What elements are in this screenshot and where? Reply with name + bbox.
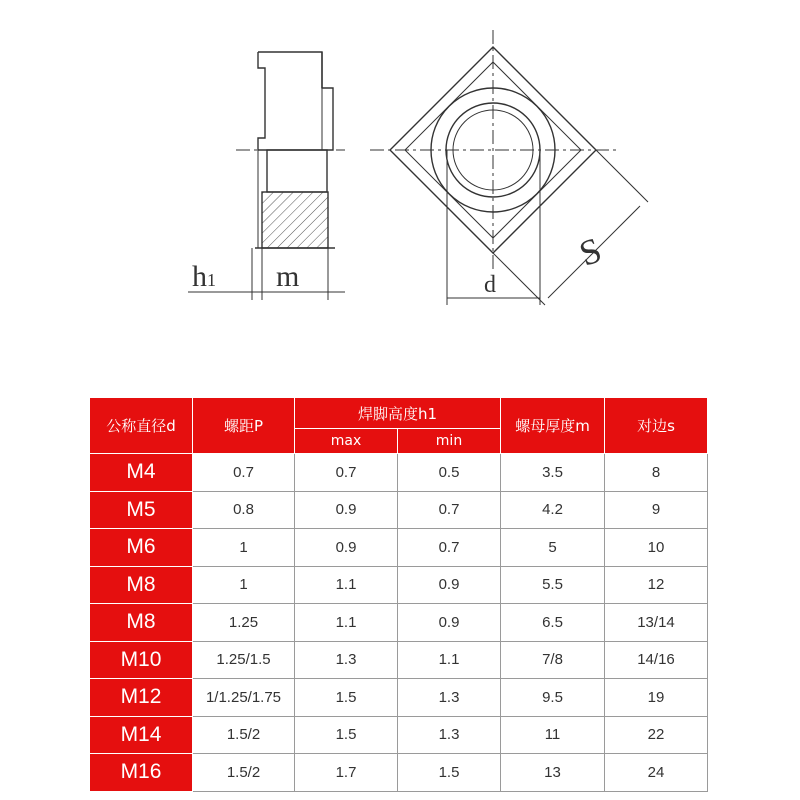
table-row xyxy=(90,491,708,529)
cell-pitch: 1.5/2 xyxy=(193,716,295,754)
cell-h1-max: 1.3 xyxy=(295,641,398,679)
header-thickness: 螺母厚度m xyxy=(501,398,605,454)
cell-h1-min: 0.9 xyxy=(398,604,501,642)
cell-size: M14 xyxy=(90,716,193,754)
cell-m: 9.5 xyxy=(501,679,605,717)
cell-m: 3.5 xyxy=(501,454,605,492)
cell-h1-min: 1.5 xyxy=(398,754,501,792)
cell-s: 13/14 xyxy=(605,604,708,642)
table-row xyxy=(90,716,708,754)
cell-h1-min: 0.5 xyxy=(398,454,501,492)
table-row xyxy=(90,454,708,492)
table-row xyxy=(90,754,708,792)
cell-pitch: 1/1.25/1.75 xyxy=(193,679,295,717)
cell-h1-min: 0.7 xyxy=(398,491,501,529)
dimension-d-s xyxy=(447,150,648,305)
header-weld-height: 焊脚高度h1 xyxy=(295,398,501,429)
cell-pitch: 1 xyxy=(193,566,295,604)
cell-h1-max: 0.9 xyxy=(295,529,398,567)
cell-s: 8 xyxy=(605,454,708,492)
cell-size: M16 xyxy=(90,754,193,792)
cell-h1-max: 1.1 xyxy=(295,604,398,642)
cell-pitch: 1.25/1.5 xyxy=(193,641,295,679)
cell-m: 13 xyxy=(501,754,605,792)
cell-s: 19 xyxy=(605,679,708,717)
header-weld-max: max xyxy=(295,429,398,454)
cell-m: 5 xyxy=(501,529,605,567)
s-label: S xyxy=(574,229,607,274)
h1-label: h1 xyxy=(192,260,216,293)
header-weld-min: min xyxy=(398,429,501,454)
table-row xyxy=(90,566,708,604)
cell-m: 4.2 xyxy=(501,491,605,529)
cell-h1-min: 0.9 xyxy=(398,566,501,604)
table-row xyxy=(90,529,708,567)
table-row xyxy=(90,604,708,642)
cell-size: M8 xyxy=(90,604,193,642)
cell-size: M10 xyxy=(90,641,193,679)
header-across-flats: 对边s xyxy=(605,398,708,454)
cell-h1-max: 0.9 xyxy=(295,491,398,529)
cell-size: M12 xyxy=(90,679,193,717)
cell-pitch: 1 xyxy=(193,529,295,567)
m-label: m xyxy=(276,260,300,293)
table-row xyxy=(90,641,708,679)
cell-pitch: 1.5/2 xyxy=(193,754,295,792)
cell-h1-min: 0.7 xyxy=(398,529,501,567)
cell-h1-min: 1.3 xyxy=(398,679,501,717)
cell-pitch: 0.7 xyxy=(193,454,295,492)
table-row xyxy=(90,679,708,717)
cell-m: 5.5 xyxy=(501,566,605,604)
side-view xyxy=(236,52,345,248)
cell-h1-max: 1.5 xyxy=(295,679,398,717)
cell-s: 14/16 xyxy=(605,641,708,679)
header-diameter: 公称直径d xyxy=(90,398,193,454)
cell-h1-max: 1.7 xyxy=(295,754,398,792)
cell-h1-max: 0.7 xyxy=(295,454,398,492)
cell-s: 12 xyxy=(605,566,708,604)
cell-s: 9 xyxy=(605,491,708,529)
cell-m: 7/8 xyxy=(501,641,605,679)
technical-drawing xyxy=(0,0,800,340)
cell-size: M5 xyxy=(90,491,193,529)
cell-pitch: 1.25 xyxy=(193,604,295,642)
cell-h1-min: 1.1 xyxy=(398,641,501,679)
header-pitch: 螺距P xyxy=(193,398,295,454)
cell-size: M4 xyxy=(90,454,193,492)
cell-pitch: 0.8 xyxy=(193,491,295,529)
cell-s: 22 xyxy=(605,716,708,754)
spec-table xyxy=(89,397,708,792)
cell-m: 11 xyxy=(501,716,605,754)
cell-h1-min: 1.3 xyxy=(398,716,501,754)
cell-s: 24 xyxy=(605,754,708,792)
cell-size: M6 xyxy=(90,529,193,567)
cell-h1-max: 1.1 xyxy=(295,566,398,604)
cell-m: 6.5 xyxy=(501,604,605,642)
cell-size: M8 xyxy=(90,566,193,604)
cell-h1-max: 1.5 xyxy=(295,716,398,754)
d-label: d xyxy=(484,272,496,298)
cell-s: 10 xyxy=(605,529,708,567)
